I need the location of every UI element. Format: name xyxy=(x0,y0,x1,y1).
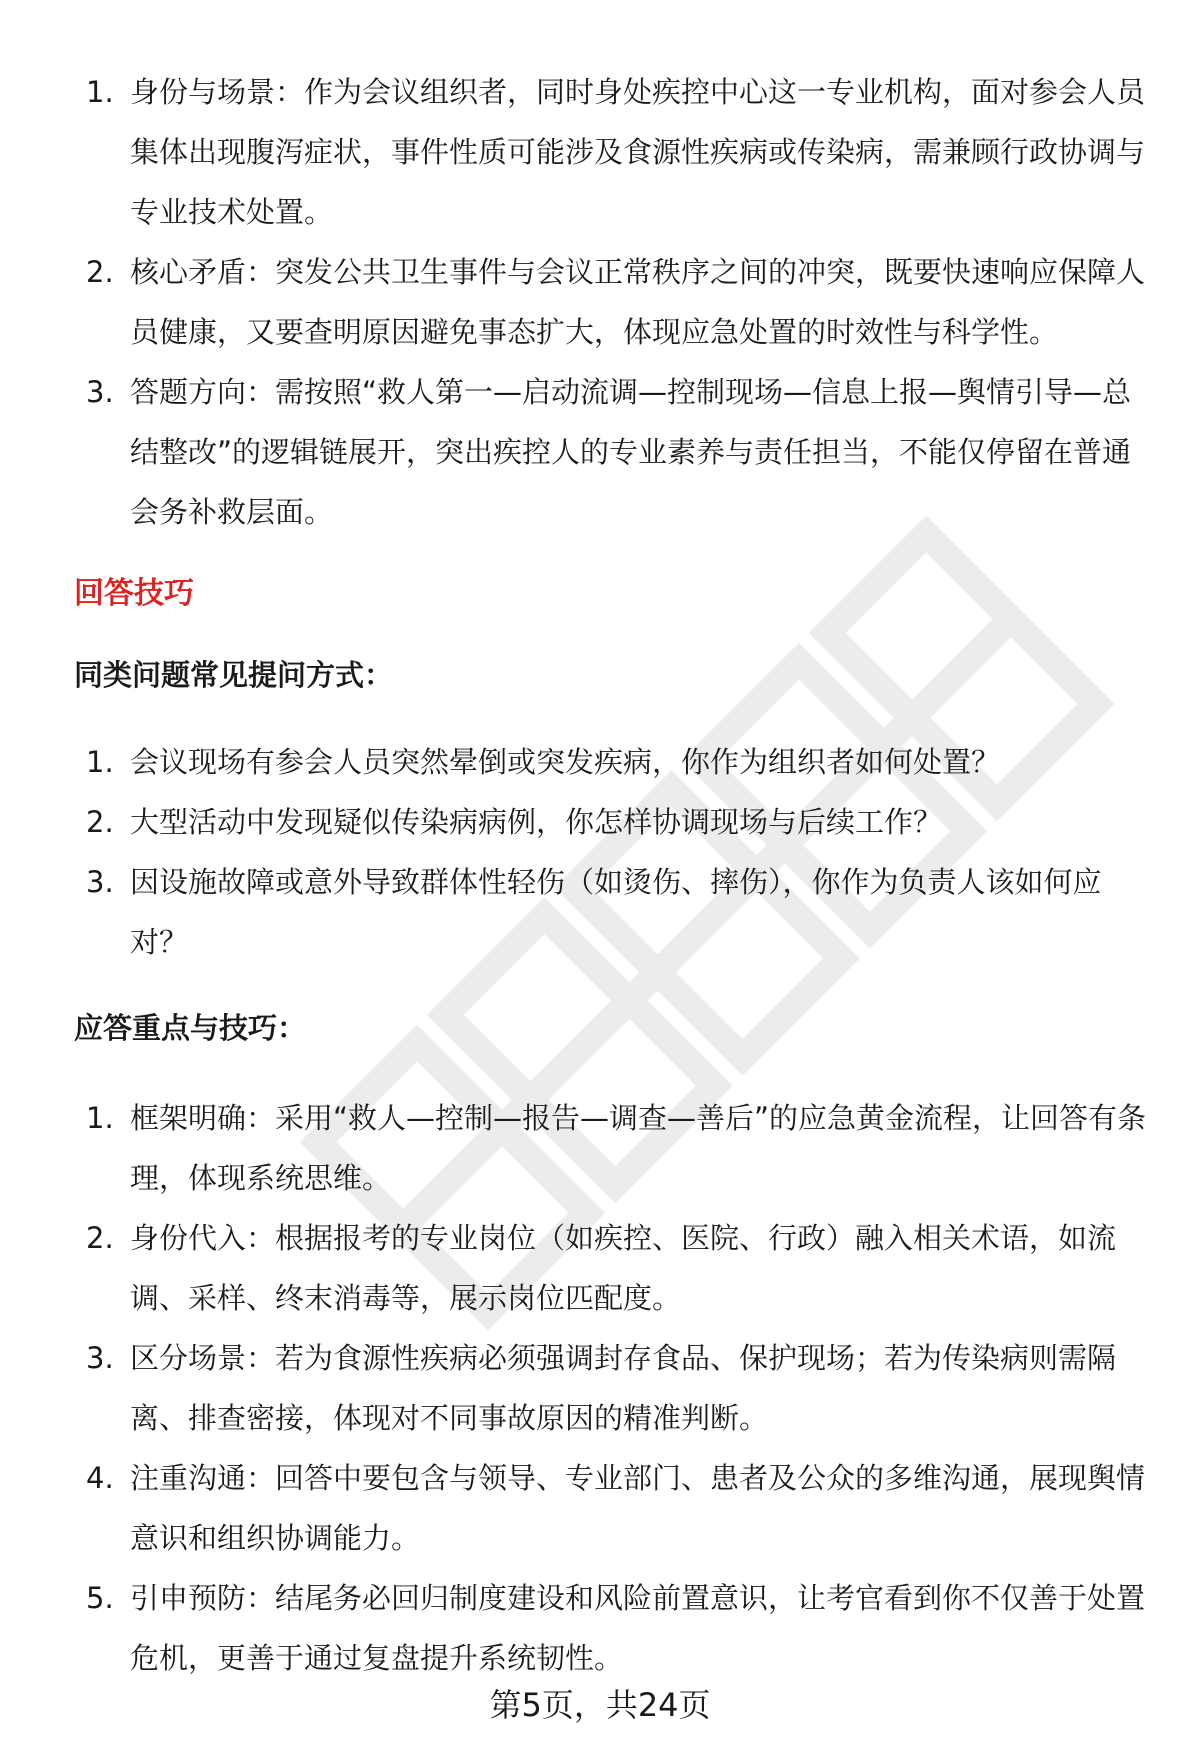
item-number: 3. xyxy=(86,375,114,409)
list-item xyxy=(0,242,1200,362)
item-number: 1. xyxy=(86,745,114,779)
item-text: 答题方向：需按照“救人第一—启动流调—控制现场—信息上报—舆情引导—总结整改”的逻辑链展开，突出疾控人的专业素养与责任担当，不能仅停留在普通会务补救层面。 xyxy=(130,375,1132,529)
tips-heading: 应答重点与技巧： xyxy=(74,1011,307,1045)
item-number: 1. xyxy=(86,1101,114,1135)
item-text: 身份与场景：作为会议组织者，同时身处疾控中心这一专业机构，面对参会人员集体出现腹泻症状，事件性质可能涉及食源性疾病或传染病，需兼顾行政协调与专业技术处置。 xyxy=(130,75,1146,229)
item-number: 5. xyxy=(86,1581,114,1615)
item-number: 2. xyxy=(86,1221,114,1255)
list-item xyxy=(0,792,1200,852)
item-text: 身份代入：根据报考的专业岗位（如疾控、医院、行政）融入相关术语，如流调、采样、终末消毒等，展示岗位匹配度。 xyxy=(130,1221,1117,1315)
item-text: 核心矛盾：突发公共卫生事件与会议正常秩序之间的冲突，既要快速响应保障人员健康，又要查明原因避免事态扩大，体现应急处置的时效性与科学性。 xyxy=(130,255,1146,349)
similar-questions-heading: 同类问题常见提问方式： xyxy=(74,658,394,692)
item-text: 会议现场有参会人员突然晕倒或突发疾病，你作为组织者如何处置？ xyxy=(130,745,1001,779)
similar-questions-list xyxy=(0,732,1200,972)
item-text: 注重沟通：回答中要包含与领导、专业部门、患者及公众的多维沟通，展现舆情意识和组织协调能力。 xyxy=(130,1461,1146,1555)
item-number: 3. xyxy=(86,865,114,899)
item-number: 4. xyxy=(86,1461,114,1495)
item-text: 大型活动中发现疑似传染病病例，你怎样协调现场与后续工作？ xyxy=(130,805,943,839)
list-item xyxy=(0,852,1200,972)
intro-list xyxy=(0,62,1200,542)
list-item xyxy=(0,1568,1200,1688)
item-text: 引申预防：结尾务必回归制度建设和风险前置意识，让考官看到你不仅善于处置危机，更善于通过复盘提升系统韧性。 xyxy=(130,1581,1146,1675)
item-number: 2. xyxy=(86,255,114,289)
list-item xyxy=(0,1088,1200,1208)
list-item xyxy=(0,362,1200,542)
item-text: 区分场景：若为食源性疾病必须强调封存食品、保护现场；若为传染病则需隔离、排查密接，体现对不同事故原因的精准判断。 xyxy=(130,1341,1117,1435)
tips-list xyxy=(0,1088,1200,1688)
item-text: 因设施故障或意外导致群体性轻伤（如烫伤、摔伤），你作为负责人该如何应对？ xyxy=(130,865,1102,959)
section-title: 回答技巧 xyxy=(74,576,194,611)
list-item xyxy=(0,62,1200,242)
list-item xyxy=(0,1208,1200,1328)
list-item xyxy=(0,1328,1200,1448)
list-item xyxy=(0,1448,1200,1568)
item-number: 2. xyxy=(86,805,114,839)
page-number-footer: 第5页，共24页 xyxy=(489,1686,711,1724)
item-text: 框架明确：采用“救人—控制—报告—调查—善后”的应急黄金流程，让回答有条理，体现系统思维。 xyxy=(130,1101,1147,1195)
list-item xyxy=(0,732,1200,792)
item-number: 1. xyxy=(86,75,114,109)
item-number: 3. xyxy=(86,1341,114,1375)
